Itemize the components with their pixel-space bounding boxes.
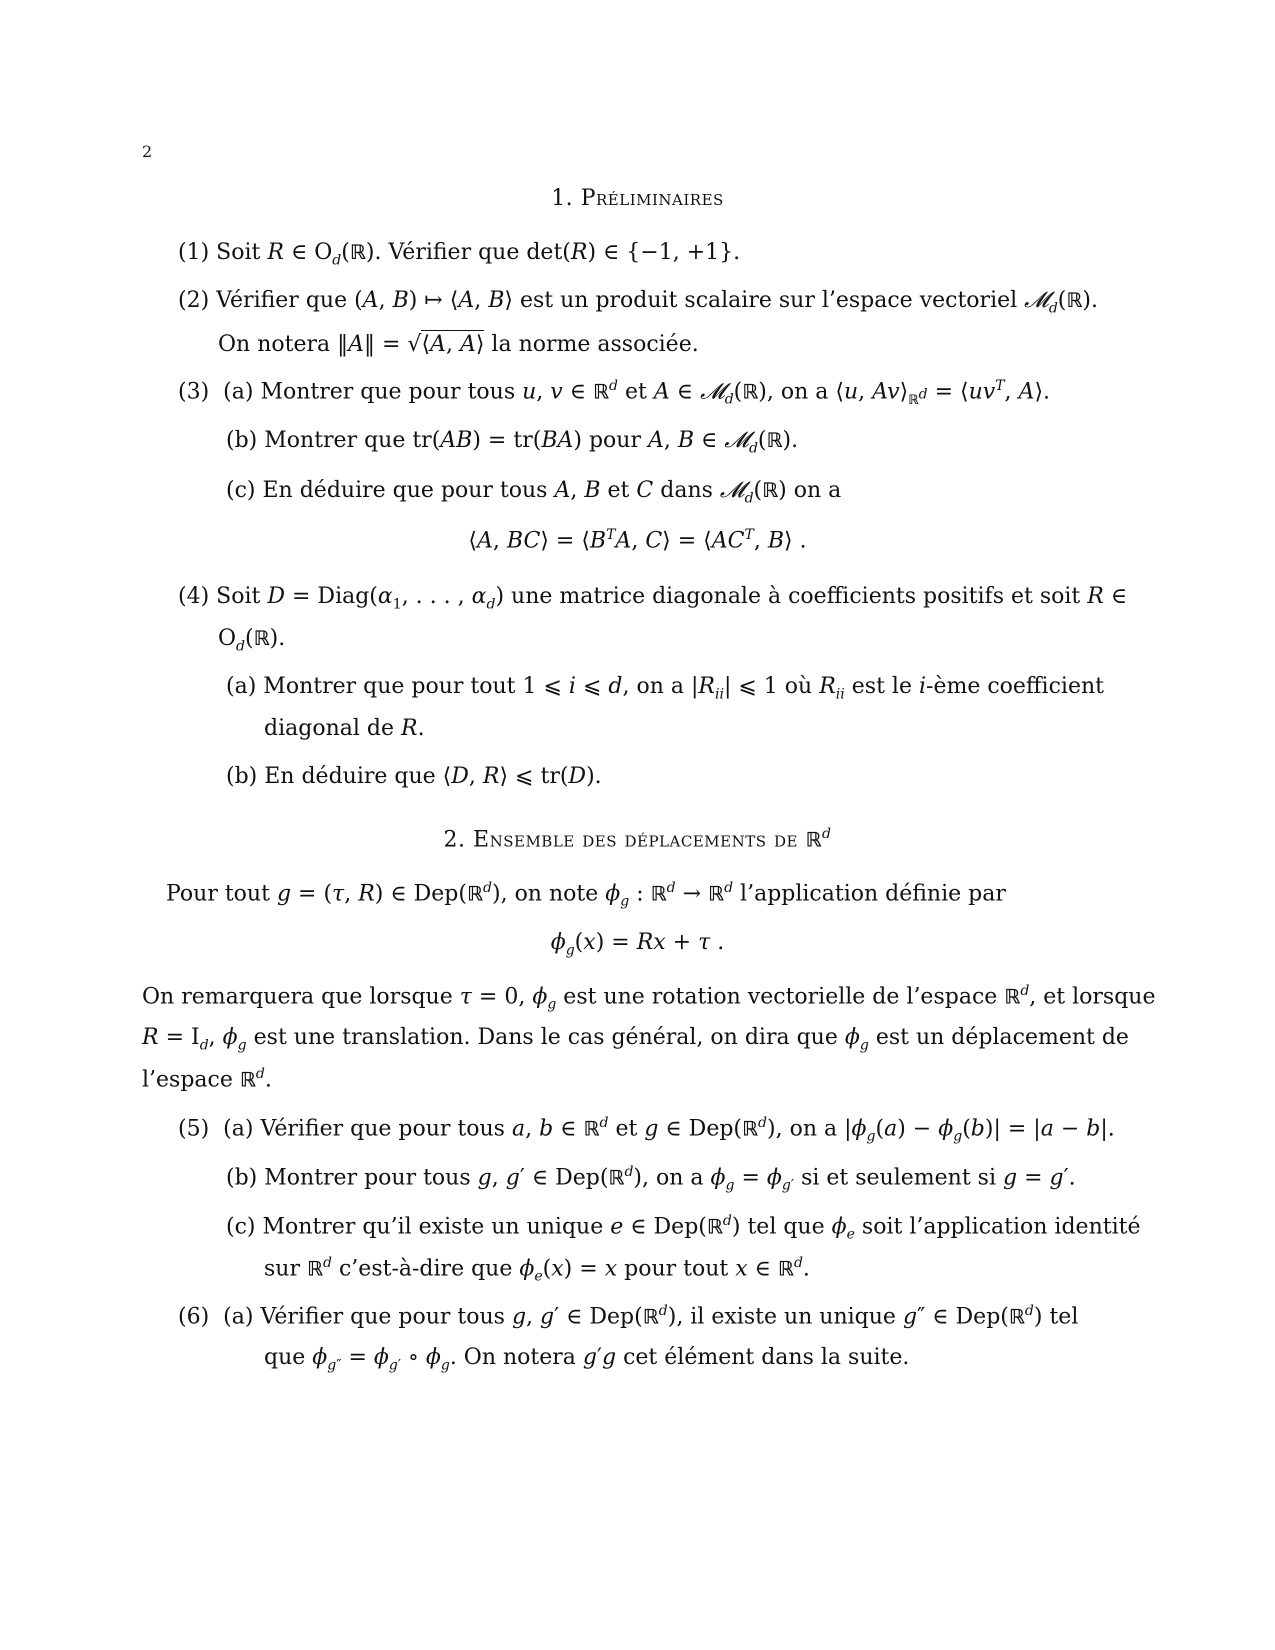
question-5c: (c) Montrer qu’il existe un unique e ∈ Dep(ℝ$^d$) tel que $\phi_e$ soit l’application identité [226,1213,1141,1243]
page-number: 2 [142,142,153,161]
paragraph-remark-line-2: $R = I_d$, $\phi_g$ est une translation. Dans le cas général, on dira que $\phi_g$ est un déplacement de [142,1025,1129,1054]
question-2-line-2: On notera ‖A‖ = √⟨A, A⟩ la norme associée. [218,332,699,357]
question-1: (1) Soit R ∈ $O_d(ℝ)$. Vérifier que det(R) ∈ {−1, +1}. [178,240,741,269]
question-6a: (6) (a) Vérifier que pour tous g, g′ ∈ Dep(ℝ$^d$), il existe un unique g″ ∈ Dep(ℝ$^d$) tel [178,1303,1079,1330]
question-2-line-1: (2) Vérifier que (A, B) ↦ ⟨A, B⟩ est un produit scalaire sur l’espace vectoriel 𝓜$_d$(ℝ). [178,288,1098,317]
question-4-line-2: $O_d(ℝ)$. [218,626,286,655]
question-3b: (b) Montrer que tr(AB) = tr(BA) pour A, B ∈ 𝓜$_d$(ℝ). [226,428,799,457]
paragraph-remark-line-1: On remarquera que lorsque τ = 0, $\phi_g$ est une rotation vectorielle de l’espace ℝ$^d$, et lorsque [142,983,1156,1013]
question-4b: (b) En déduire que ⟨D, R⟩ ⩽ tr(D). [226,764,602,789]
section-1-title: 1. Préliminaires [551,186,724,211]
question-4a: (a) Montrer que pour tout 1 ⩽ i ⩽ d, on a $|R_{ii}|$ ⩽ 1 où $R_{ii}$ est le i-ème coefficient [226,674,1104,703]
question-4a-line-2: diagonal de R. [264,716,425,741]
paragraph-definition: Pour tout g = (τ, R) ∈ Dep(ℝ$^d$), on note $\phi_g$ : ℝ$^d$ → ℝ$^d$ l’application définie par [166,880,1006,910]
question-3a: (3) (a) Montrer que pour tous u, v ∈ ℝ$^d$ et A ∈ 𝓜$_d$(ℝ), on a ⟨u, $Av⟩_{ℝ^d}$ = $⟨uv^T$, A⟩. [178,378,1051,408]
equation-phi: $\phi_g(x) = Rx + \tau$ . [550,930,725,959]
question-3c: (c) En déduire que pour tous A, B et C dans 𝓜$_d$(ℝ) on a [226,478,842,507]
equation-inner-product: ⟨A, BC⟩ = $⟨B^TA$, C⟩ = $⟨AC^T$, B⟩ . [468,527,807,554]
question-5c-line-2: sur ℝ$^d$ c’est-à-dire que $\phi_e(x) = x$ pour tout x ∈ ℝ$^d$. [264,1255,810,1285]
question-4-line-1: (4) Soit $D = Diag(\alpha_1$, . . . , $\alpha_d$) une matrice diagonale à coefficients positifs et soit R ∈ [178,584,1128,613]
paragraph-remark-line-3: l’espace ℝ$^d$. [142,1066,272,1093]
question-5a: (5) (a) Vérifier que pour tous a, b ∈ ℝ$^d$ et g ∈ Dep(ℝ$^d$), on a $|\phi_g(a) - \phi_g(b)| = |a - b|$. [178,1115,1115,1145]
question-5b: (b) Montrer pour tous g, g′ ∈ Dep(ℝ$^d$), on a $\phi_g = \phi_{g'}$ si et seulement si g = g′. [226,1164,1076,1194]
question-6a-line-2: que $\phi_{g''} = \phi_{g'}$ ∘ $\phi_g$. On notera g′g cet élément dans la suite. [264,1345,910,1374]
section-2-title: 2. Ensemble des déplacements de ℝ$^d$ [443,826,832,853]
